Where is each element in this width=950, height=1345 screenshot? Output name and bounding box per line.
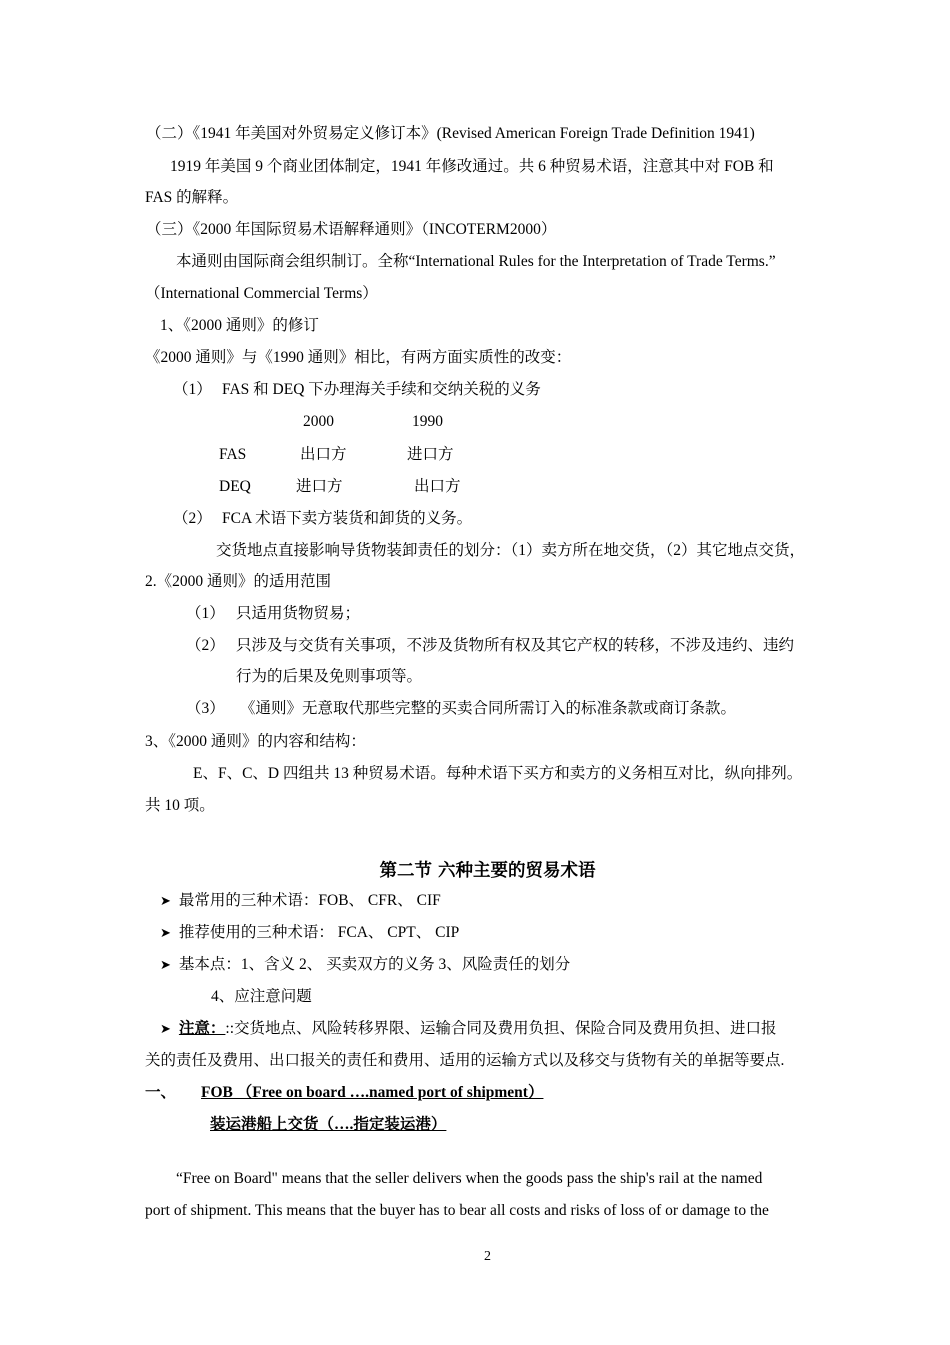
bullet-text: 基本点：1、含义 2、 买卖双方的义务 3、风险责任的划分 bbox=[178, 956, 571, 973]
fob-chinese-title: 装运港船上交货（….指定装运港） bbox=[210, 1116, 447, 1133]
paragraph-line: 《2000 通则》与《1990 通则》相比，有两方面实质性的改变： bbox=[145, 349, 572, 366]
table-header-1990: 1990 bbox=[412, 413, 443, 430]
fob-number: 一、 bbox=[145, 1084, 177, 1101]
list-item-text: 行为的后果及免则事项等。 bbox=[236, 668, 423, 685]
list-item-text: FCA 术语下卖方装货和卸货的义务。 bbox=[222, 510, 473, 527]
bullet-item bbox=[160, 955, 570, 975]
bullet-continuation: 4、应注意问题 bbox=[211, 988, 312, 1005]
table-cell-term: DEQ bbox=[219, 478, 251, 495]
note-continuation: 关的责任及费用、出口报关的责任和费用、适用的运输方式以及移交与货物有关的单据等要点. bbox=[145, 1052, 785, 1069]
bullet-text: 推荐使用的三种术语： FCA、 CPT、 CIP bbox=[178, 924, 460, 941]
paragraph-line: 交货地点直接影响导货物装卸责任的划分：（1）卖方所在地交货，（2）其它地点交货， bbox=[216, 542, 806, 559]
subheading-content-structure: 3、《2000 通则》的内容和结构： bbox=[145, 733, 366, 750]
page-number: 2 bbox=[484, 1249, 491, 1264]
list-number: （2） bbox=[186, 637, 225, 654]
table-cell: 出口方 bbox=[300, 446, 347, 463]
heading-revised-american-definitions: （二）《1941 年美国对外贸易定义修订本》(Revised American Foreign Trade Definition 1941) bbox=[146, 125, 755, 142]
list-number: （2） bbox=[173, 510, 212, 527]
subheading-scope: 2.《2000 通则》的适用范围 bbox=[145, 573, 332, 590]
table-cell: 进口方 bbox=[407, 446, 454, 463]
bullet-text: 最常用的三种术语：FOB、 CFR、 CIF bbox=[178, 892, 441, 909]
table-cell-term: FAS bbox=[219, 446, 247, 463]
list-item-text: FAS 和 DEQ 下办理海关手续和交纳关税的义务 bbox=[222, 381, 541, 398]
paragraph-line: E、F、C、D 四组共 13 种贸易术语。每种术语下买方和卖方的义务相互对比，纵向排列。 bbox=[193, 765, 803, 782]
paragraph-line: （International Commercial Terms） bbox=[145, 285, 378, 302]
fob-title: FOB （Free on board ….named port of shipment） bbox=[201, 1084, 544, 1101]
list-number: （1） bbox=[186, 605, 225, 622]
list-number: （1） bbox=[173, 381, 212, 398]
paragraph-line: 共 10 项。 bbox=[145, 797, 215, 814]
list-item-text: 《通则》无意取代那些完整的买卖合同所需订入的标准条款或商订条款。 bbox=[240, 700, 737, 717]
table-cell: 进口方 bbox=[296, 478, 343, 495]
list-item-text: 只适用货物贸易； bbox=[236, 605, 361, 622]
list-number: （3） bbox=[186, 700, 225, 717]
section-title: 第二节 六种主要的贸易术语 bbox=[379, 861, 596, 881]
paragraph-line: “Free on Board" means that the seller delivers when the goods pass the ship's rail at the named bbox=[176, 1170, 763, 1187]
bullet-item-note bbox=[160, 1019, 777, 1039]
heading-incoterms-2000: （三）《2000 年国际贸易术语解释通则》（INCOTERM2000） bbox=[146, 221, 557, 238]
subheading-revision: 1、《2000 通则》的修订 bbox=[160, 317, 319, 334]
table-cell: 出口方 bbox=[414, 478, 461, 495]
note-label: 注意： bbox=[178, 1020, 226, 1037]
paragraph-line: port of shipment. This means that the buyer has to bear all costs and risks of loss of or damage to the bbox=[145, 1202, 769, 1219]
paragraph-line: 1919 年美国 9 个商业团体制定，1941 年修改通过。共 6 种贸易术语，注意其中对 FOB 和 bbox=[170, 158, 774, 175]
paragraph-line: FAS 的解释。 bbox=[145, 189, 239, 206]
list-item-text: 只涉及与交货有关事项，不涉及货物所有权及其它产权的转移，不涉及违约、违约 bbox=[236, 637, 795, 654]
bullet-item bbox=[160, 891, 441, 911]
bullet-item bbox=[160, 923, 459, 943]
table-header-2000: 2000 bbox=[303, 413, 334, 430]
paragraph-line: 本通则由国际商会组织制订。全称“International Rules for the Interpretation of Trade Terms.” bbox=[176, 253, 776, 270]
note-text: ::交货地点、风险转移界限、运输合同及费用负担、保险合同及费用负担、进口报 bbox=[225, 1020, 777, 1037]
